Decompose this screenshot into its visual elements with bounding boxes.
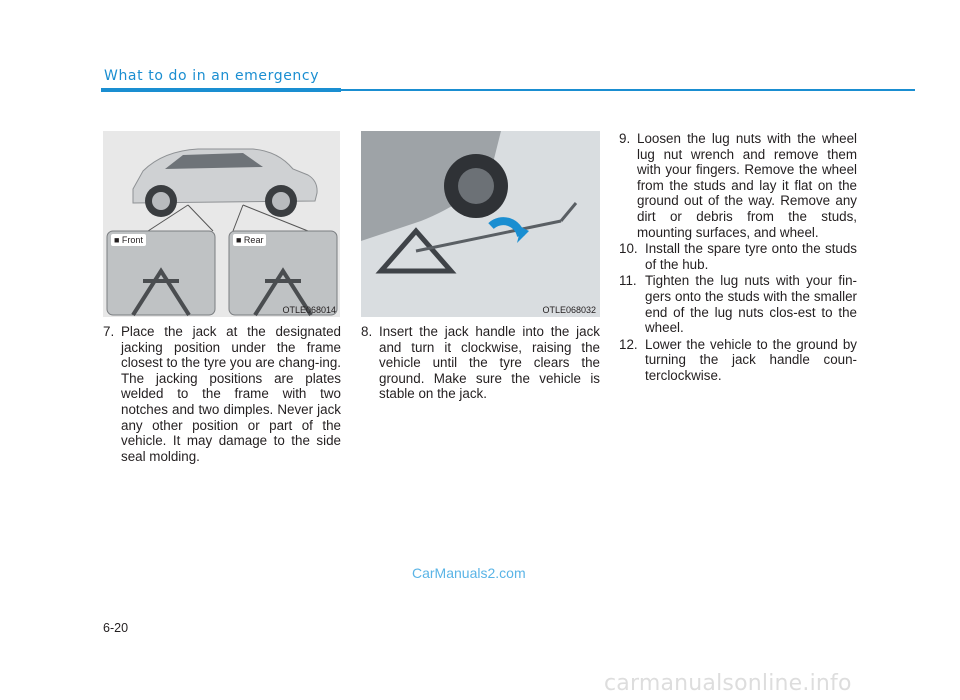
figure-code: OTLE068014 xyxy=(282,305,336,315)
step-item xyxy=(103,324,341,464)
step-text: Place the jack at the designated jacking position under the frame closest to the tyre you are chang-ing. The jacking positions are plates welded to the frame with two notches and two dimples. Never jack any other position or part of the vehicle. It may damage to the side seal molding. xyxy=(121,324,341,464)
step-item xyxy=(619,241,857,272)
figure-code: OTLE068032 xyxy=(542,305,596,315)
header-rule-thick xyxy=(101,88,341,92)
step-number: 10. xyxy=(619,241,638,257)
step-text: Insert the jack handle into the jack and turn it clockwise, raising the vehicle until the tyre clears the ground. Make sure the vehicle is stable on the jack. xyxy=(379,324,600,402)
section-title: What to do in an emergency xyxy=(104,68,320,84)
step-item xyxy=(361,324,600,402)
step-item xyxy=(619,131,857,240)
column-middle xyxy=(361,324,600,403)
column-left xyxy=(103,324,341,465)
figure-jacking-points xyxy=(103,131,340,317)
step-number: 11. xyxy=(619,273,637,289)
step-number: 12. xyxy=(619,336,638,352)
page-number: 6-20 xyxy=(103,621,129,635)
step-text: Install the spare tyre onto the studs of the hub. xyxy=(645,241,857,272)
watermark: carmanualsonline.info xyxy=(604,671,852,696)
step-item xyxy=(619,337,857,384)
caption-front: ■ Front xyxy=(111,234,146,246)
step-text: Tighten the lug nuts with your fin-gers onto the studs with the smaller end of the lug nuts clos-est to the wheel. xyxy=(645,273,857,336)
step-number: 8. xyxy=(361,324,373,339)
car-jack-illustration xyxy=(103,131,340,317)
figure-jack-handle xyxy=(361,131,600,317)
header-rule-thin xyxy=(341,89,915,91)
step-number: 9. xyxy=(619,131,631,146)
step-number: 7. xyxy=(103,324,115,339)
jack-handle-illustration xyxy=(361,131,600,317)
step-text: Lower the vehicle to the ground by turning the jack handle coun-terclockwise. xyxy=(645,336,857,383)
caption-rear: ■ Rear xyxy=(233,234,266,246)
step-item xyxy=(619,273,857,335)
step-text: Loosen the lug nuts with the wheel lug nut wrench and remove them with your fingers. Remove the wheel from the studs and lay it flat on the ground out of the way. Remove any dirt or debris from the studs, mounting surfaces, and wheel. xyxy=(637,131,857,240)
column-right xyxy=(619,131,857,385)
site-link[interactable]: CarManuals2.com xyxy=(412,565,526,581)
